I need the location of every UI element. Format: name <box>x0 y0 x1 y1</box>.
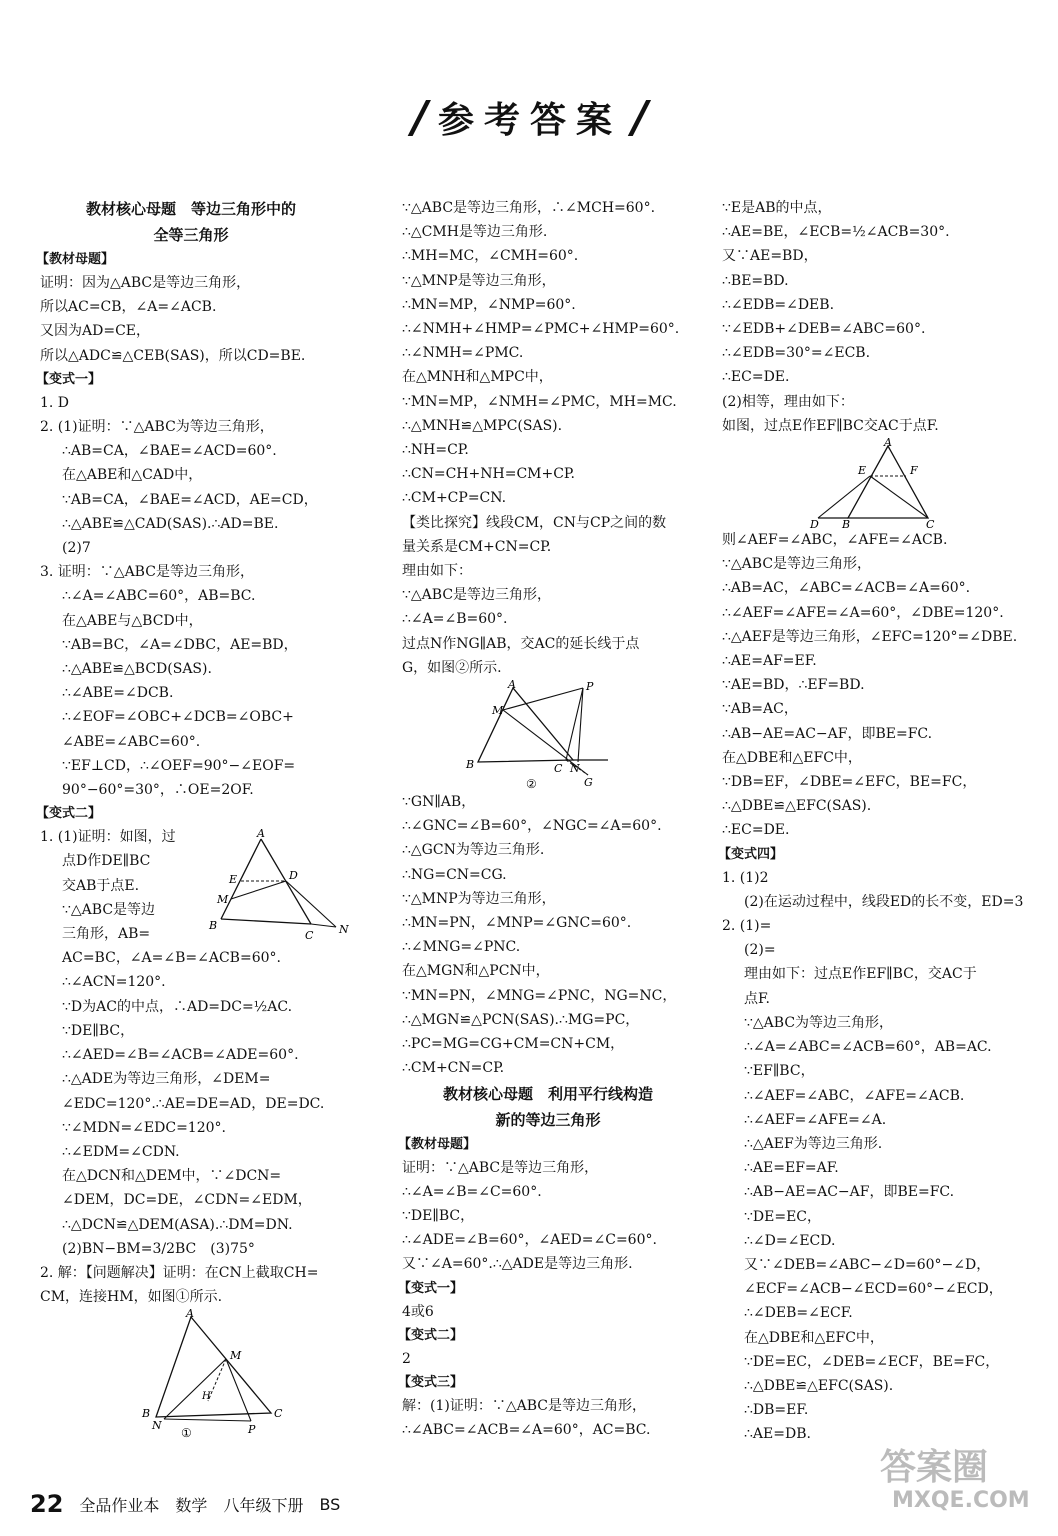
fig-label: N <box>570 762 580 776</box>
text-line: 所以△ADC≌△CEB(SAS)，所以CD=BE. <box>40 347 306 364</box>
text-line: 点F. <box>744 990 770 1007</box>
fig-label: M <box>492 704 504 718</box>
title-slash-left: / <box>411 91 428 143</box>
fig-label: M <box>217 893 229 907</box>
text-line: ∴△GCN为等边三角形. <box>402 842 545 859</box>
text-line: ∴MN=PN，∠MNP=∠GNC=60°. <box>402 915 632 932</box>
watermark-text: 答案圈 <box>880 1447 989 1488</box>
text-line: ∴∠A=∠B=60°. <box>402 611 508 628</box>
fig-label: F <box>910 464 918 478</box>
text-line: ∴∠ABE=∠DCB. <box>62 685 174 702</box>
text-line: ∵AE=BD，∴EF=BD. <box>722 677 865 694</box>
text-line: 2. (1)= <box>722 918 772 935</box>
fig-caption: ① <box>181 1426 192 1440</box>
section-tag: 【变式二】 <box>36 806 102 822</box>
text-line: ∴∠NMH=∠PMC. <box>402 345 524 362</box>
text-line: 1. (1)2 <box>722 869 769 886</box>
text-line: ∴∠EDM=∠CDN. <box>62 1143 180 1160</box>
text-line: ∴AB=CA，∠BAE=∠ACD=60°. <box>62 443 277 460</box>
column-3 <box>718 196 1028 1447</box>
text-line: ∴PC=MG=CG+CM=CN+CM， <box>402 1036 625 1053</box>
fig-label: H <box>202 1391 211 1403</box>
fig-label: C <box>554 762 563 776</box>
text-line: ∴EC=DE. <box>722 822 790 839</box>
fig-label: M <box>230 1349 242 1363</box>
text-line: 【类比探究】线段CM，CN与CP之间的数 <box>402 514 667 531</box>
text-block <box>718 938 1028 1446</box>
text-line: ∠ECF=∠ACB−∠ECD=60°−∠ECD， <box>744 1281 1003 1298</box>
text-line: ∵GN∥AB， <box>402 794 476 811</box>
text-line: ∵AB=CA，∠BAE=∠ACD，AE=CD， <box>62 491 318 508</box>
text-line: 点D作DE∥BC <box>62 853 151 870</box>
text-block <box>718 196 1028 438</box>
text-block <box>36 439 346 560</box>
text-line: ∵MN=MP，∠NMH=∠PMC，MH=MC. <box>402 393 677 410</box>
text-line: 2 <box>402 1350 411 1367</box>
section-title: 全等三角形 <box>153 226 229 244</box>
text-line: 解：(1)证明：∵△ABC是等边三角形， <box>402 1397 646 1414</box>
fig-label: A <box>884 438 892 450</box>
text-line: ∵DE∥BC， <box>402 1207 475 1224</box>
section-tag: 【教材母题】 <box>36 252 115 267</box>
text-line: ∴CN=CH+NH=CM+CP. <box>402 466 575 483</box>
text-line: 证明：因为△ABC是等边三角形， <box>40 275 251 291</box>
text-line: 如图，过点E作EF∥BC交AC于点F. <box>722 417 939 434</box>
text-line: 2. 解：【问题解决】证明：在CN上截取CH= <box>40 1264 319 1281</box>
text-line: ∴∠GNC=∠B=60°，∠NGC=∠A=60°. <box>402 818 662 835</box>
fig-label: B <box>466 758 475 772</box>
text-line: ∴MN=MP，∠NMP=60°. <box>402 296 576 313</box>
text-line: ∴△AEF是等边三角形，∠EFC=120°=∠DBE. <box>722 628 1018 645</box>
fig-label: D <box>289 869 298 883</box>
fig-label: E <box>229 873 238 887</box>
text-line: ∴∠A=∠B=∠C=60°. <box>402 1183 542 1200</box>
section-tag: 【变式三】 <box>398 1374 464 1390</box>
column-1 <box>36 196 349 1440</box>
text-line: ∴∠AED=∠B=∠ACB=∠ADE=60°. <box>62 1047 299 1064</box>
figure-3 <box>808 438 948 528</box>
text-block <box>398 1156 698 1277</box>
watermark-logo <box>880 1448 1040 1528</box>
text-line: ∵△ABC是等边 <box>62 901 156 918</box>
text-line: ∴∠ADE=∠B=60°，∠AED=∠C=60°. <box>402 1232 657 1249</box>
book-title: 全品作业本 <box>79 1495 160 1515</box>
text-line: ∵△MNP为等边三角形， <box>402 890 556 907</box>
text-line: (2)在运动过程中，线段ED的长不变，ED=3 <box>744 893 1024 910</box>
text-line: 1. D <box>40 394 70 411</box>
section-tag: 【变式二】 <box>398 1327 464 1343</box>
text-block <box>36 560 346 584</box>
text-line: ∵DE=EC， <box>744 1208 822 1225</box>
section-tag: 【变式四】 <box>718 846 784 862</box>
text-line: ∴∠EOF=∠OBC+∠DCB=∠OBC+ <box>62 709 294 726</box>
text-line: 在△MNH和△MPC中， <box>402 369 553 386</box>
text-line: ∵DB=EF，∠DBE=∠EFC，BE=FC， <box>722 774 977 791</box>
text-line: 在△MGN和△PCN中， <box>402 963 550 980</box>
fig-label: B <box>142 1407 151 1421</box>
text-line: ∴∠D=∠ECD. <box>744 1232 836 1249</box>
text-line: ∴△ABE≌△BCD(SAS). <box>62 661 212 678</box>
text-line: 又∵∠DEB=∠ABC−∠D=60°−∠D， <box>744 1256 991 1273</box>
text-line: G，如图②所示. <box>402 659 502 676</box>
text-line: 所以AC=CB，∠A=∠ACB. <box>40 299 217 316</box>
text-line: ∠ABE=∠ABC=60°. <box>62 733 201 750</box>
figure-2 <box>458 680 658 790</box>
text-line: ∴AB−AE=AC−AF，即BE=FC. <box>744 1184 955 1201</box>
grade: 八年级下册 <box>223 1495 304 1515</box>
fig-label: C <box>274 1407 283 1421</box>
text-line: ∴CM+CN=CP. <box>402 1060 505 1077</box>
fig-label: A <box>508 680 516 692</box>
text-line: 又因为AD=CE， <box>40 323 150 340</box>
text-block <box>398 196 698 511</box>
text-line: ∴AE=DB. <box>744 1426 811 1443</box>
text-line: ∴∠DEB=∠ECF. <box>744 1305 853 1322</box>
text-line: 理由如下： <box>402 563 472 580</box>
fig-label: G <box>584 776 593 790</box>
text-block <box>36 271 346 368</box>
section-tag: 【变式一】 <box>398 1280 464 1296</box>
text-line: 4或6 <box>402 1303 434 1320</box>
text-line: ∴△DBE≌△EFC(SAS). <box>722 798 872 815</box>
text-line: (2)7 <box>62 540 91 557</box>
text-block <box>36 584 346 802</box>
fig-label: B <box>209 919 218 933</box>
text-line: ∵△ABC为等边三角形， <box>744 1014 894 1031</box>
text-line: 90°−60°=30°，∴OE=2OF. <box>62 782 254 799</box>
text-line: ∴BE=BD. <box>722 272 789 289</box>
text-line: ∴CM+CP=CN. <box>402 490 507 507</box>
text-line: 交AB于点E. <box>62 877 140 894</box>
section-title: 新的等边三角形 <box>495 1110 601 1129</box>
text-line: 三角形，AB= <box>62 926 151 943</box>
text-block <box>36 391 346 439</box>
text-line: ∵△ABC是等边三角形， <box>722 556 872 573</box>
page-title-text: 参考答案 <box>437 99 622 141</box>
text-block <box>718 528 1028 843</box>
text-line: 又∵AE=BD， <box>722 248 818 265</box>
text-line: 量关系是CM+CN=CP. <box>402 538 552 555</box>
text-line: ∠DEM，DC=DE，∠CDN=∠EDM， <box>62 1192 312 1209</box>
text-line: ∵EF∥BC， <box>744 1063 815 1080</box>
fig-label: C <box>926 518 935 529</box>
fig-label: N <box>152 1419 162 1433</box>
fig-label: D <box>810 518 819 529</box>
text-line: ∵EF⊥CD，∴∠OEF=90°−∠EOF= <box>62 757 296 774</box>
text-line: ∴AE=BE，∠ECB=½∠ACB=30°. <box>722 224 950 241</box>
text-line: ∴△AEF为等边三角形. <box>744 1135 883 1152</box>
text-line: ∴△MNH≌△MPC(SAS). <box>402 417 563 434</box>
text-line: 2. (1)证明：∵△ABC为等边三角形， <box>40 419 274 436</box>
text-line: ∵∠MDN=∠EDC=120°. <box>62 1119 226 1136</box>
text-line: ∴∠ABC=∠ACB=∠A=60°，AC=BC. <box>402 1422 651 1439</box>
section-title: 教材核心母题 等边三角形中的 <box>85 200 296 218</box>
text-line: ∴∠ACN=120°. <box>62 974 166 991</box>
text-line: ∴∠A=∠ABC=∠ACB=60°，AB=AC. <box>744 1039 992 1056</box>
text-line: ∴△ADE为等边三角形，∠DEM= <box>62 1071 271 1088</box>
text-line: ∴∠AEF=∠AFE=∠A. <box>744 1111 887 1128</box>
text-block <box>398 790 698 1080</box>
text-line: ∴AB=AC，∠ABC=∠ACB=∠A=60°. <box>722 580 971 597</box>
watermark-url: MXQE.COM <box>892 1488 1030 1513</box>
figure-1 <box>136 1309 296 1439</box>
text-block <box>36 1261 346 1309</box>
text-line: ∴∠MNG=∠PNC. <box>402 939 521 956</box>
page-title <box>380 92 680 142</box>
text-line: ∴MH=MC，∠CMH=60°. <box>402 248 579 265</box>
text-line: ∴NH=CP. <box>402 442 469 459</box>
text-line: ∴∠AEF=∠ABC，∠AFE=∠ACB. <box>744 1087 965 1104</box>
page-number: 22 <box>30 1490 64 1518</box>
text-block <box>398 511 698 680</box>
text-line: ∴∠EDB=30°=∠ECB. <box>722 345 871 362</box>
text-line: ∵E是AB的中点， <box>722 200 832 216</box>
text-line: ∴△CMH是等边三角形. <box>402 224 548 241</box>
text-line: 在△DBE和△EFC中， <box>744 1329 884 1346</box>
text-line: 在△ABE和△CAD中， <box>62 467 203 484</box>
text-line: ∵△ABC是等边三角形，∴∠MCH=60°. <box>402 200 656 216</box>
subject: 数学 <box>175 1495 208 1515</box>
text-line: ∵D为AC的中点，∴AD=DC=½AC. <box>62 998 293 1015</box>
text-block <box>398 1394 698 1442</box>
text-line: ∴AE=EF=AF. <box>744 1160 839 1177</box>
text-line: 在△ABE与△BCD中， <box>62 612 203 629</box>
edition: BS <box>319 1494 341 1514</box>
text-line: ∵DE=EC，∠DEB=∠ECF，BE=FC， <box>744 1353 1000 1370</box>
figure-triangle-ade <box>201 829 351 944</box>
text-line: ∴AE=AF=EF. <box>722 653 817 670</box>
text-line: ∴∠EDB=∠DEB. <box>722 296 835 313</box>
text-line: ∴∠NMH+∠HMP=∠PMC+∠HMP=60°. <box>402 321 680 338</box>
fig-label: P <box>586 680 594 694</box>
text-line: ∴△DCN≌△DEM(ASA).∴DM=DN. <box>62 1216 293 1233</box>
fig-label: A <box>257 829 265 841</box>
fig-label: N <box>339 923 349 937</box>
section-tag: 【变式一】 <box>36 371 102 387</box>
text-line: ∵AB=AC， <box>722 701 798 718</box>
text-line: ∴∠AEF=∠AFE=∠A=60°，∠DBE=120°. <box>722 604 1004 621</box>
text-line: ∠EDC=120°.∴AE=DE=AD，DE=DC. <box>62 1095 325 1112</box>
footer <box>30 1484 340 1524</box>
text-line: 理由如下：过点E作EF∥BC，交AC于 <box>744 966 977 983</box>
text-line: (2)相等，理由如下： <box>722 393 854 410</box>
column-2 <box>398 196 698 1442</box>
text-line: AC=BC，∠A=∠B=∠ACB=60°. <box>62 950 281 967</box>
text-line: ∵△ABC是等边三角形， <box>402 587 552 604</box>
text-line: ∴EC=DE. <box>722 369 790 386</box>
text-line: 则∠AEF=∠ABC，∠AFE=∠ACB. <box>722 532 948 549</box>
text-line: (2)BN−BM=3/2BC (3)75° <box>62 1240 255 1257</box>
text-line: ∴DB=EF. <box>744 1402 809 1419</box>
text-line: ∴△MGN≌△PCN(SAS).∴MG=PC， <box>402 1011 640 1028</box>
text-line: 1. (1)证明：如图，过 <box>40 829 176 846</box>
text-line: 3. 证明：∵△ABC是等边三角形， <box>40 564 254 581</box>
text-line: ∴△ABE≌△CAD(SAS).∴AD=BE. <box>62 515 279 532</box>
text-line: (2)= <box>744 942 776 959</box>
text-line: ∴AB−AE=AC−AF，即BE=FC. <box>722 725 933 742</box>
fig-label: P <box>248 1423 256 1437</box>
text-line: 证明：∵△ABC是等边三角形， <box>402 1159 599 1176</box>
text-line: ∵DE∥BC， <box>62 1022 135 1039</box>
text-line: ∵△MNP是等边三角形， <box>402 272 556 289</box>
text-line: 过点N作NG∥AB，交AC的延长线于点 <box>402 635 640 652</box>
fig-label: E <box>858 464 867 478</box>
text-line: ∴∠A=∠ABC=60°，AB=BC. <box>62 588 256 605</box>
fig-label: B <box>842 518 851 529</box>
text-line: ∵∠EDB+∠DEB=∠ABC=60°. <box>722 321 926 338</box>
text-line: ∴△DBE≌△EFC(SAS). <box>744 1377 894 1394</box>
text-line: CM，连接HM，如图①所示. <box>40 1289 223 1306</box>
text-line: ∴NG=CN=CG. <box>402 866 507 883</box>
text-line: ∵MN=PN，∠MNG=∠PNC，NG=NC， <box>402 987 677 1004</box>
text-line: 在△DCN和△DEM中，∵∠DCN= <box>62 1168 282 1185</box>
section-tag: 【教材母题】 <box>398 1136 477 1152</box>
title-slash-right: / <box>632 91 649 143</box>
section-title: 教材核心母题 利用平行线构造 <box>442 1084 653 1103</box>
text-line: ∵AB=BC，∠A=∠DBC，AE=BD， <box>62 636 298 653</box>
fig-label: C <box>305 929 314 943</box>
fig-label: A <box>186 1309 194 1321</box>
fig-caption: ② <box>526 777 537 791</box>
text-line: 在△DBE和△EFC中， <box>722 749 862 766</box>
text-line: 又∵∠A=60°.∴△ADE是等边三角形. <box>402 1256 633 1273</box>
